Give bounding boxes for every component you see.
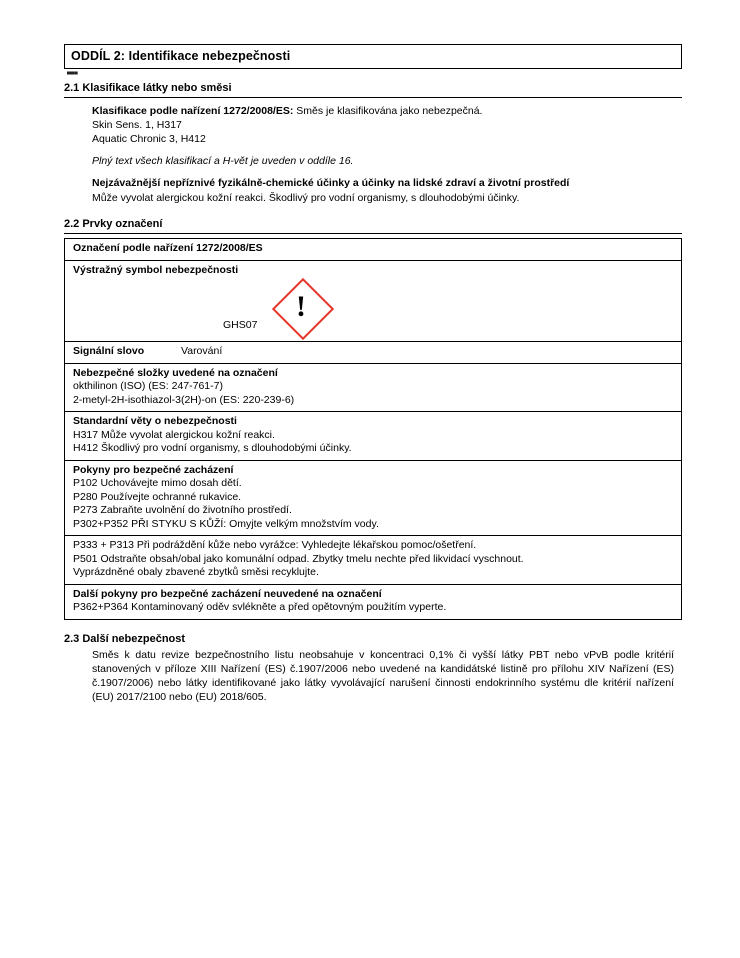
ghs07-exclamation-icon (273, 279, 329, 335)
table-row (65, 460, 682, 536)
p-statements-heading: Pokyny pro bezpečné zacházení (73, 463, 234, 476)
p-statements-cell-part1 (65, 460, 682, 536)
h-statement-1: H317 Může vyvolat alergickou kožní reakci. (73, 428, 275, 441)
hazard-class-2: Aquatic Chronic 3, H412 (92, 133, 206, 145)
subsection-2-1-heading: 2.1 Klasifikace látky nebo směsi (64, 82, 232, 94)
h-statements-heading: Standardní věty o nebezpečnosti (73, 415, 237, 427)
section-title: ODDÍL 2: Identifikace nebezpečnosti (64, 44, 682, 69)
full-text-note: Plný text všech klasifikací a H-vět je uveden v oddíle 16. (92, 155, 354, 167)
subsection-2-3-text: Směs k datu revize bezpečnostního listu neobsahuje v koncentraci 0,1% či vyšší látky PBT nebo vPvB podle kritérií stanovených v příloze XIII Nařízení (ES) č.1907/2006 nebo uvedené na kandidátské listině pro přílohu XIV Nařízení (ES) č.1907/2006) nebo látky identifikované jako látky vyvolávající narušení činnosti endokrinního systému dle kritérií nařízení (EU) 2017/2100 nebo (EU) 2018/605. (92, 648, 674, 703)
table-row (65, 363, 682, 412)
subsection-2-3-heading: 2.3 Další nebezpečnost (64, 632, 186, 645)
pictogram-code: GHS07 (223, 319, 258, 331)
extra-guidance-cell (65, 584, 682, 619)
p-statement-5: P333 + P313 Při podráždění kůže nebo vyrážce: Vyhledejte lékařskou pomoc/ošetření. (73, 539, 477, 551)
label-table-header: Označení podle nařízení 1272/2008/ES (65, 239, 682, 261)
signal-word-cell (65, 342, 682, 364)
table-row (65, 412, 682, 461)
p-statement-1: P102 Uchovávejte mimo dosah dětí. (73, 477, 242, 489)
table-row (65, 260, 682, 342)
p-statement-4: P302+P352 PŘI STYKU S KŮŽÍ: Omyjte velkým množstvím vody. (73, 517, 379, 530)
p-statement-3: P273 Zabraňte uvolnění do životního prostředí. (73, 504, 292, 516)
label-elements-table (64, 238, 682, 620)
components-cell (65, 363, 682, 412)
classification-label: Klasifikace podle nařízení 1272/2008/ES: (92, 105, 294, 117)
h-statements-cell (65, 412, 682, 461)
signal-word-label: Signální slovo (73, 345, 145, 357)
divider (64, 233, 682, 234)
subsection-2-2-heading: 2.2 Prvky označení (64, 218, 163, 230)
signal-word-value: Varování (181, 345, 223, 357)
adverse-effects-heading: Nejzávažnější nepříznivé fyzikálně-chemické účinky a účinky na lidské zdraví a životní prostředí (92, 177, 570, 189)
pictogram-heading: Výstražný symbol nebezpečnosti (73, 263, 239, 276)
table-row (65, 239, 682, 261)
component-1: okthilinon (ISO) (ES: 247-761-7) (73, 380, 223, 392)
extra-guidance-heading: Další pokyny pro bezpečné zacházení neuvedené na označení (73, 587, 382, 600)
component-2: 2-metyl-2H-isothiazol-3(2H)-on (ES: 220-239-6) (73, 393, 295, 406)
table-row (65, 536, 682, 585)
adverse-effects-text: Může vyvolat alergickou kožní reakci. Škodlivý pro vodní organismy, s dlouhodobými účinky. (92, 192, 520, 204)
table-row (65, 584, 682, 619)
p-statements-cell-part2 (65, 536, 682, 585)
hazard-class-1: Skin Sens. 1, H317 (92, 119, 182, 131)
table-row (65, 342, 682, 364)
components-heading: Nebezpečné složky uvedené na označení (73, 366, 278, 379)
p-statement-6: P501 Odstraňte obsah/obal jako komunální odpad. Zbytky tmelu nechte před likvidací vyschnout. (73, 552, 524, 565)
p-statement-7: Vyprázdněné obaly zbavené zbytků směsi recyklujte. (73, 566, 319, 578)
h-statement-2: H412 Škodlivý pro vodní organismy, s dlouhodobými účinky. (73, 442, 352, 454)
exclamation-glyph: ! (296, 290, 306, 323)
extra-guidance-text: P362+P364 Kontaminovaný oděv svlékněte a před opětovným použitím vyperte. (73, 601, 447, 613)
p-statement-2: P280 Používejte ochranné rukavice. (73, 490, 242, 503)
pictogram-cell (65, 260, 682, 342)
classification-value: Směs je klasifikována jako nebezpečná. (296, 105, 483, 117)
section-tiny-mark: ▄▄▄ (67, 69, 78, 75)
